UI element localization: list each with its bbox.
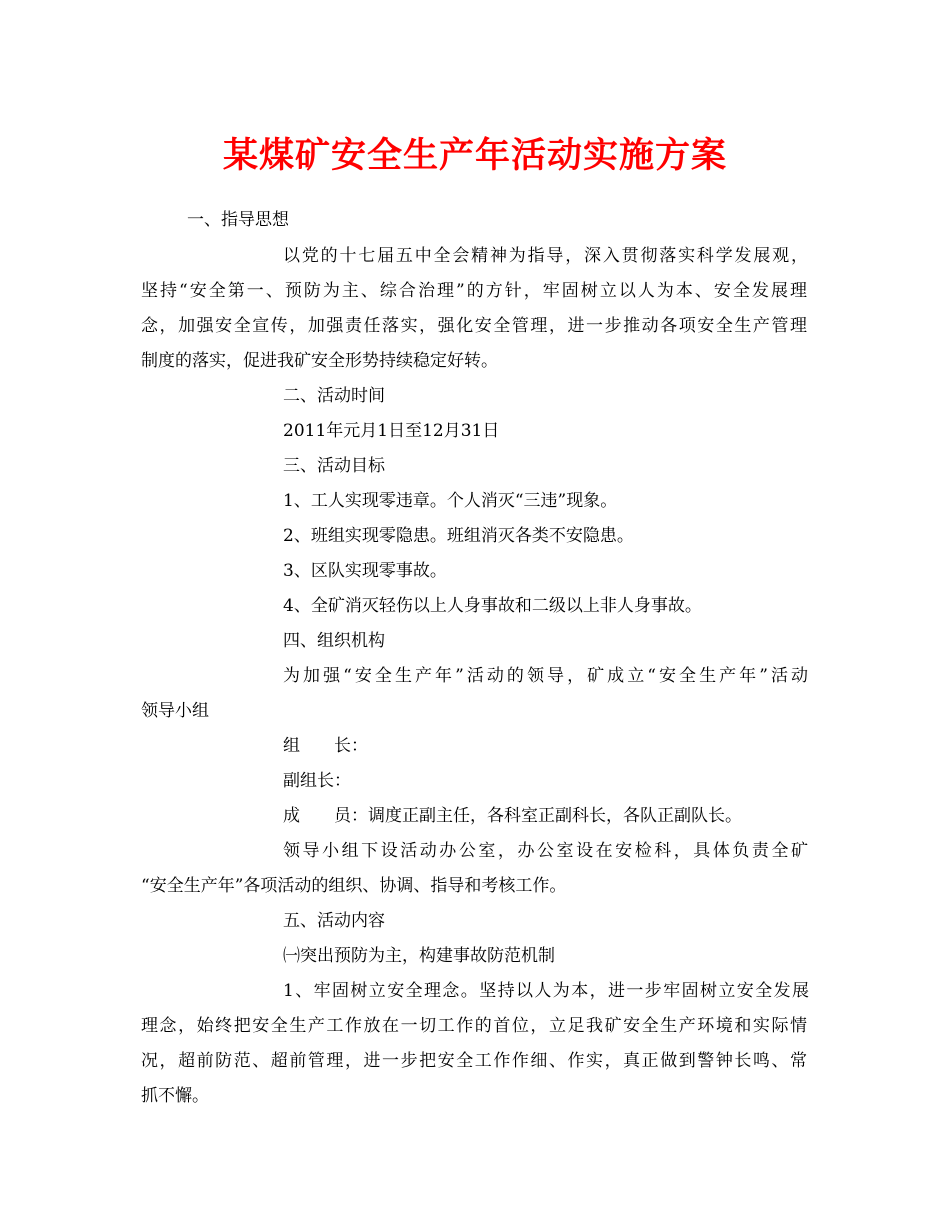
paragraph-line: 为加强“安全生产年”活动的领导，矿成立“安全生产年”活动 xyxy=(283,666,808,686)
paragraph-line: 以党的十七届五中全会精神为指导，深入贯彻落实科学发展观， xyxy=(283,246,808,266)
paragraph-line: 念，加强安全宣传，加强责任落实，强化安全管理，进一步推动各项安全生产管理 xyxy=(141,316,807,336)
goal-item: 4、全矿消灭轻伤以上人身事故和二级以上非人身事故。 xyxy=(283,596,702,616)
subsection-heading: ㈠突出预防为主，构建事故防范机制 xyxy=(283,946,555,966)
paragraph-line: 坚持“安全第一、预防为主、综合治理”的方针，牢固树立以人为本、安全发展理 xyxy=(141,281,807,301)
paragraph-line: 领导小组 xyxy=(141,701,209,721)
section-heading-activity-time: 二、活动时间 xyxy=(283,386,385,406)
goal-item: 1、工人实现零违章。个人消灭“三违”现象。 xyxy=(283,491,618,511)
paragraph-line: 理念，始终把安全生产工作放在一切工作的首位，立足我矿安全生产环境和实际情 xyxy=(141,1016,807,1036)
section-heading-organization: 四、组织机构 xyxy=(283,631,385,651)
paragraph-line: 抓不懈。 xyxy=(141,1086,209,1106)
paragraph-line: 1、牢固树立安全理念。坚持以人为本，进一步牢固树立安全发展 xyxy=(283,981,809,1001)
activity-date-range: 2011年元月1日至12月31日 xyxy=(283,421,500,441)
goal-item: 2、班组实现零隐患。班组消灭各类不安隐患。 xyxy=(283,526,634,546)
paragraph-line: 制度的落实，促进我矿安全形势持续稳定好转。 xyxy=(141,351,498,371)
members-line: 成 员：调度正副主任，各科室正副科长，各队正副队长。 xyxy=(283,806,742,826)
goal-item: 3、区队实现零事故。 xyxy=(283,561,447,581)
section-heading-activity-goals: 三、活动目标 xyxy=(283,456,385,476)
section-heading-activity-content: 五、活动内容 xyxy=(283,911,385,931)
group-leader-label: 组 长： xyxy=(283,736,368,756)
document-title: 某煤矿安全生产年活动实施方案 xyxy=(222,135,727,176)
deputy-leader-label: 副组长： xyxy=(283,771,351,791)
section-heading-guiding-ideology: 一、指导思想 xyxy=(187,210,289,230)
paragraph-line: 领导小组下设活动办公室，办公室设在安检科，具体负责全矿 xyxy=(283,841,808,861)
paragraph-line: 况，超前防范、超前管理，进一步把安全工作作细、作实，真正做到警钟长鸣、常 xyxy=(141,1051,807,1071)
paragraph-line: “安全生产年”各项活动的组织、协调、指导和考核工作。 xyxy=(141,876,567,896)
